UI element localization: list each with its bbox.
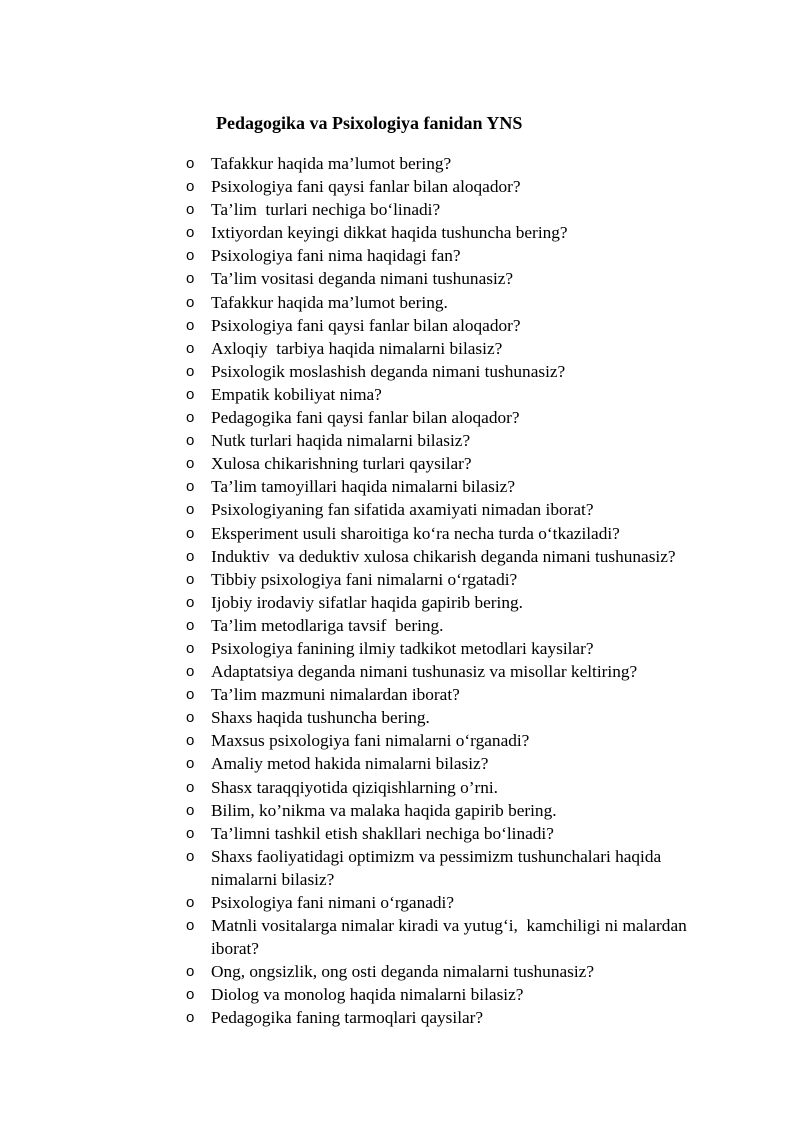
bullet-icon: o (186, 616, 195, 634)
bullet-icon: o (186, 455, 195, 473)
bullet-icon: o (186, 385, 195, 403)
question-item-21 (186, 614, 746, 637)
question-item-24 (186, 683, 746, 706)
question-item-16 (186, 498, 746, 521)
question-item-36 (186, 1006, 746, 1029)
question-text: Psixologik moslashish deganda nimani tushunasiz? (211, 361, 566, 381)
question-text: Adaptatsiya deganda nimani tushunasiz va misollar keltiring? (211, 662, 638, 682)
bullet-icon: o (186, 339, 195, 357)
bullet-icon: o (186, 986, 195, 1004)
question-item-33 (186, 914, 746, 960)
question-text: Shasx taraqqiyotida qiziqishlarning o’rni. (211, 777, 499, 797)
bullet-icon: o (186, 362, 195, 380)
question-text: Ta’lim vositasi deganda nimani tushunasiz? (211, 269, 514, 289)
question-text: Shaxs faoliyatidagi optimizm va pessimizm tushunchalari haqida nimalarni bilasiz? (211, 846, 662, 889)
question-item-31 (186, 845, 746, 891)
question-text: Xulosa chikarishning turlari qaysilar? (211, 454, 472, 474)
bullet-icon: o (186, 1009, 195, 1027)
bullet-icon: o (186, 639, 195, 657)
question-item-20 (186, 591, 746, 614)
question-text: Shaxs haqida tushuncha bering. (211, 708, 430, 728)
question-item-13 (186, 429, 746, 452)
bullet-icon: o (186, 593, 195, 611)
question-text: Tafakkur haqida ma’lumot bering. (211, 292, 448, 312)
bullet-icon: o (186, 663, 195, 681)
question-text: Ta’lim metodlariga tavsif bering. (211, 615, 444, 635)
question-text: Psixologiya fani nimani o‘rganadi? (211, 893, 455, 912)
question-item-9 (186, 337, 746, 360)
bullet-icon: o (186, 432, 195, 450)
bullet-icon: o (186, 801, 195, 819)
question-item-23 (186, 660, 746, 683)
question-item-11 (186, 383, 746, 406)
bullet-icon: o (186, 894, 195, 911)
question-item-15 (186, 475, 746, 498)
bullet-icon: o (186, 963, 195, 981)
question-item-27 (186, 752, 746, 775)
question-item-8 (186, 314, 746, 337)
question-item-6 (186, 267, 746, 290)
bullet-icon: o (186, 478, 195, 496)
question-item-14 (186, 452, 746, 475)
bullet-icon: o (186, 201, 195, 219)
question-text: Bilim, ko’nikma va malaka haqida gapirib bering. (211, 800, 557, 820)
question-text: Psixologiyaning fan sifatida axamiyati nimadan iborat? (211, 500, 594, 520)
question-text: Matnli vositalarga nimalar kiradi va yutug‘i, kamchiligi ni malardan iborat? (211, 916, 687, 959)
question-item-5 (186, 244, 746, 267)
question-text: Psixologiya fanining ilmiy tadkikot metodlari kaysilar? (211, 638, 594, 658)
question-item-22 (186, 637, 746, 660)
question-item-30 (186, 822, 746, 845)
question-text: Diolog va monolog haqida nimalarni bilasiz? (211, 985, 524, 1005)
question-text: Ong, ongsizlik, ong osti deganda nimalarni tushunasiz? (211, 962, 594, 982)
bullet-icon: o (186, 247, 195, 265)
question-list (186, 152, 746, 1030)
question-text: Amaliy metod hakida nimalarni bilasiz? (211, 754, 489, 774)
question-item-26 (186, 729, 746, 752)
question-text: Eksperiment usuli sharoitiga ko‘ra necha turda o‘tkaziladi? (211, 523, 620, 543)
bullet-icon: o (186, 778, 195, 796)
question-item-2 (186, 175, 746, 198)
question-text: Ta’lim tamoyillari haqida nimalarni bilasiz? (211, 477, 515, 497)
question-text: Psixologiya fani nima haqidagi fan? (211, 246, 461, 266)
question-text: Ta’lim mazmuni nimalardan iborat? (211, 685, 460, 705)
bullet-icon: o (186, 224, 195, 242)
question-text: Psixologiya fani qaysi fanlar bilan aloqador? (211, 315, 521, 335)
question-text: Ta’lim turlari nechiga bo‘linadi? (211, 200, 441, 220)
question-text: Axloqiy tarbiya haqida nimalarni bilasiz? (211, 338, 503, 358)
bullet-icon: o (186, 155, 195, 172)
bullet-icon: o (186, 686, 195, 704)
bullet-icon: o (186, 316, 195, 334)
question-item-19 (186, 568, 746, 591)
question-item-35 (186, 983, 746, 1006)
bullet-icon: o (186, 755, 195, 773)
bullet-icon: o (186, 547, 195, 565)
question-text: Nutk turlari haqida nimalarni bilasiz? (211, 431, 471, 451)
bullet-icon: o (186, 732, 195, 750)
question-item-17 (186, 522, 746, 545)
question-text: Ta’limni tashkil etish shakllari nechiga bo‘linadi? (211, 823, 554, 843)
bullet-icon: o (186, 524, 195, 542)
question-text: Psixologiya fani qaysi fanlar bilan aloqador? (211, 177, 521, 197)
bullet-icon: o (186, 293, 195, 311)
question-text: Induktiv va deduktiv xulosa chikarish deganda nimani tushunasiz? (211, 546, 676, 566)
question-item-1 (186, 152, 746, 175)
bullet-icon: o (186, 917, 195, 935)
question-text: Tafakkur haqida ma’lumot bering? (211, 154, 452, 173)
bullet-icon: o (186, 270, 195, 288)
bullet-icon: o (186, 409, 195, 427)
question-item-28 (186, 776, 746, 799)
question-text: Empatik kobiliyat nima? (211, 384, 382, 404)
question-text: Ixtiyordan keyingi dikkat haqida tushuncha bering? (211, 223, 568, 243)
question-item-10 (186, 360, 746, 383)
question-item-32 (186, 891, 746, 914)
bullet-icon: o (186, 501, 195, 519)
bullet-icon: o (186, 570, 195, 588)
question-item-18 (186, 545, 746, 568)
question-text: Pedagogika faning tarmoqlari qaysilar? (211, 1008, 484, 1028)
question-item-3 (186, 198, 746, 221)
document-title: Pedagogika va Psixologiya fanidan YNS (216, 113, 523, 133)
bullet-icon: o (186, 178, 195, 196)
question-item-12 (186, 406, 746, 429)
question-text: Tibbiy psixologiya fani nimalarni o‘rgatadi? (211, 569, 518, 589)
question-item-34 (186, 960, 746, 983)
question-item-7 (186, 291, 746, 314)
question-item-25 (186, 706, 746, 729)
bullet-icon: o (186, 824, 195, 842)
bullet-icon: o (186, 709, 195, 727)
bullet-icon: o (186, 847, 195, 865)
question-item-29 (186, 799, 746, 822)
question-text: Pedagogika fani qaysi fanlar bilan aloqador? (211, 408, 520, 428)
question-text: Ijobiy irodaviy sifatlar haqida gapirib bering. (211, 592, 523, 612)
question-item-4 (186, 221, 746, 244)
question-text: Maxsus psixologiya fani nimalarni o‘rganadi? (211, 731, 530, 751)
